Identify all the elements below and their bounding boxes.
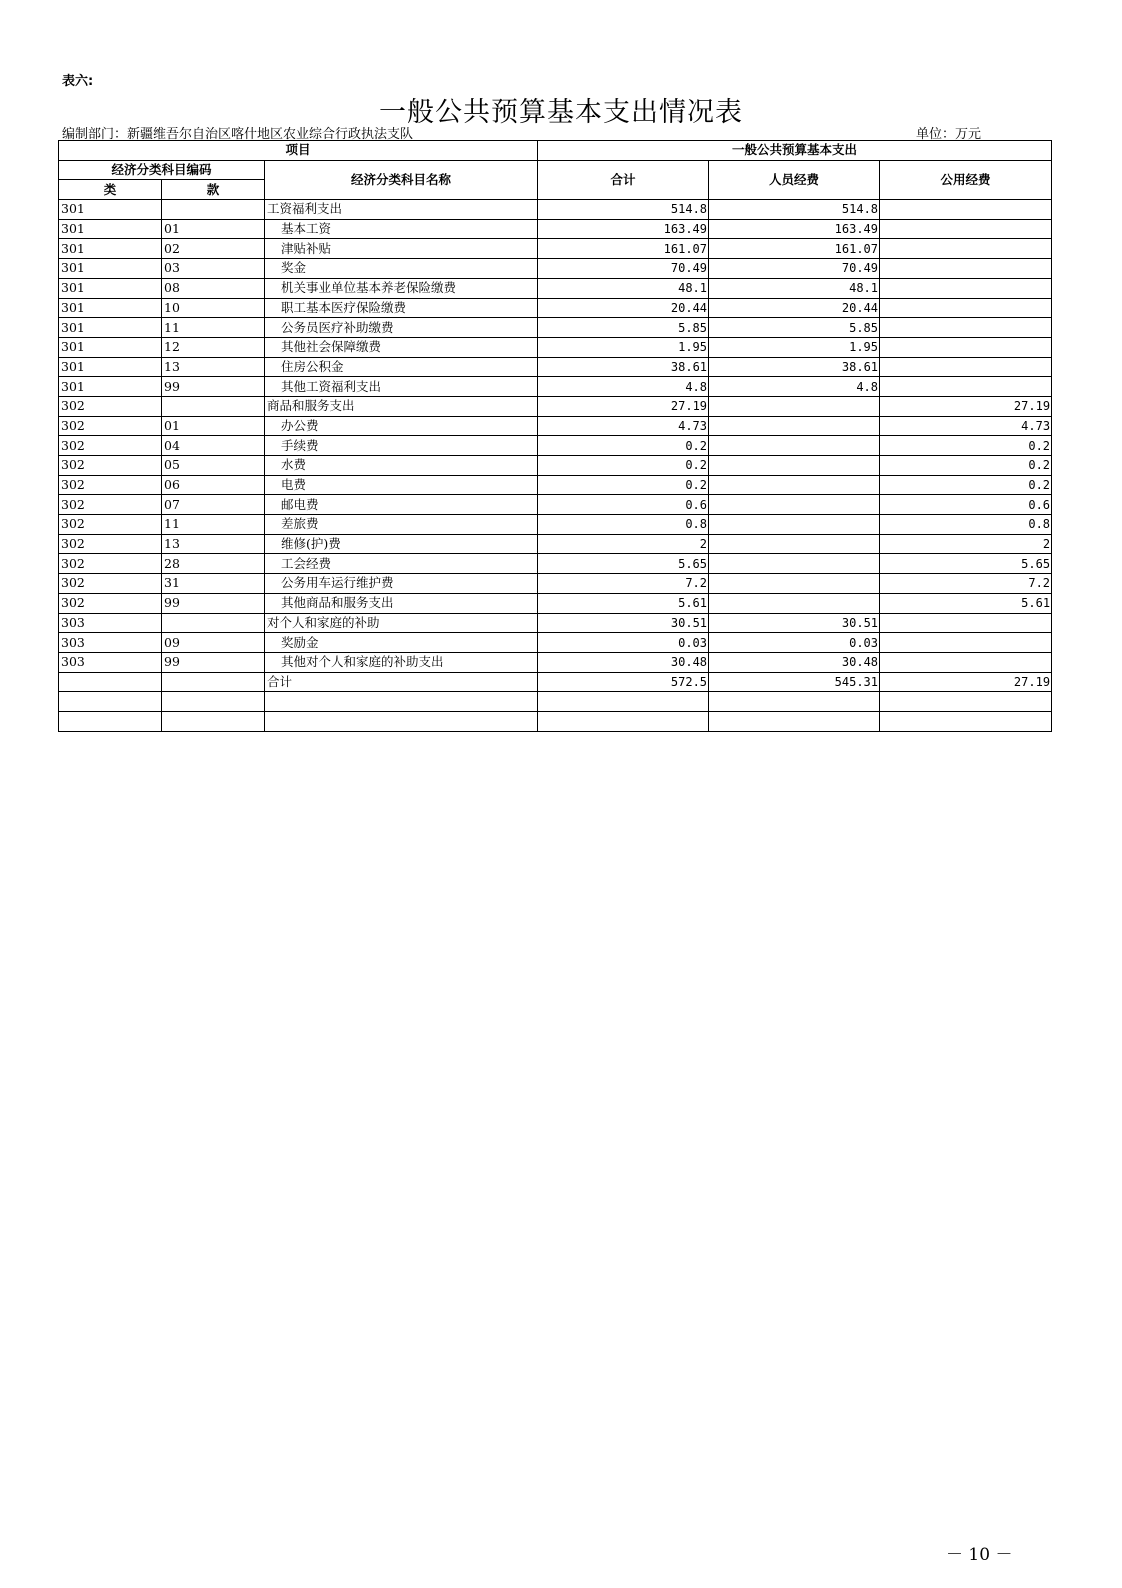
- cell-public: 27.19: [880, 672, 1052, 692]
- table-row: [59, 318, 1052, 338]
- cell-personnel: 20.44: [709, 298, 880, 318]
- cell-kuan: 11: [162, 515, 265, 535]
- cell-lei: 303: [59, 633, 162, 653]
- cell-lei: 301: [59, 239, 162, 259]
- cell-total: 572.5: [538, 672, 709, 692]
- cell-personnel: 38.61: [709, 357, 880, 377]
- cell-kuan: 99: [162, 377, 265, 397]
- cell-public: [880, 337, 1052, 357]
- table-row: [59, 416, 1052, 436]
- cell-name: 其他社会保障缴费: [265, 337, 538, 357]
- cell-public: [880, 200, 1052, 220]
- cell-total: 30.48: [538, 652, 709, 672]
- cell-name: 奖励金: [265, 633, 538, 653]
- cell-total: 5.65: [538, 554, 709, 574]
- cell-name: 基本工资: [265, 219, 538, 239]
- cell-public: [880, 613, 1052, 633]
- cell-total: 514.8: [538, 200, 709, 220]
- cell-name: 其他工资福利支出: [265, 377, 538, 397]
- cell-personnel: 545.31: [709, 672, 880, 692]
- cell-name: 差旅费: [265, 515, 538, 535]
- cell-kuan: [162, 396, 265, 416]
- cell-kuan: 11: [162, 318, 265, 338]
- table-row: [59, 278, 1052, 298]
- cell-personnel: 1.95: [709, 337, 880, 357]
- cell-lei: 301: [59, 259, 162, 279]
- cell-public: [880, 318, 1052, 338]
- cell-personnel: 161.07: [709, 239, 880, 259]
- cell-personnel: [709, 692, 880, 712]
- cell-public: 0.2: [880, 456, 1052, 476]
- cell-total: 0.2: [538, 456, 709, 476]
- table-row: [59, 574, 1052, 594]
- cell-lei: 302: [59, 515, 162, 535]
- header-project: 项目: [59, 141, 538, 161]
- department-label: 编制部门：新疆维吾尔自治区喀什地区农业综合行政执法支队: [62, 127, 414, 142]
- cell-lei: 301: [59, 200, 162, 220]
- header-kuan: 款: [162, 180, 265, 200]
- cell-total: 5.85: [538, 318, 709, 338]
- cell-name: 津贴补贴: [265, 239, 538, 259]
- cell-total: 0.8: [538, 515, 709, 535]
- cell-name: [265, 692, 538, 712]
- header-lei: 类: [59, 180, 162, 200]
- table-row: [59, 436, 1052, 456]
- table-row: [59, 711, 1052, 731]
- cell-personnel: 30.51: [709, 613, 880, 633]
- cell-total: 4.73: [538, 416, 709, 436]
- cell-personnel: [709, 554, 880, 574]
- cell-lei: 301: [59, 219, 162, 239]
- cell-public: [880, 219, 1052, 239]
- table-row: [59, 396, 1052, 416]
- cell-public: [880, 239, 1052, 259]
- cell-name: 邮电费: [265, 495, 538, 515]
- cell-total: 2: [538, 534, 709, 554]
- cell-kuan: 01: [162, 416, 265, 436]
- table-row: [59, 200, 1052, 220]
- expenditure-table: [58, 140, 1052, 732]
- cell-name: 公务员医疗补助缴费: [265, 318, 538, 338]
- cell-personnel: 30.48: [709, 652, 880, 672]
- cell-personnel: [709, 534, 880, 554]
- table-row: [59, 377, 1052, 397]
- cell-personnel: [709, 456, 880, 476]
- cell-total: 20.44: [538, 298, 709, 318]
- cell-public: [880, 357, 1052, 377]
- cell-personnel: [709, 711, 880, 731]
- table-row: [59, 672, 1052, 692]
- cell-personnel: 70.49: [709, 259, 880, 279]
- cell-public: 0.2: [880, 475, 1052, 495]
- cell-public: 5.65: [880, 554, 1052, 574]
- cell-public: [880, 711, 1052, 731]
- cell-name: 合计: [265, 672, 538, 692]
- page-number: － 10 －: [946, 1545, 1013, 1565]
- table-row: [59, 337, 1052, 357]
- cell-name: [265, 711, 538, 731]
- cell-total: 1.95: [538, 337, 709, 357]
- cell-name: 机关事业单位基本养老保险缴费: [265, 278, 538, 298]
- cell-name: 对个人和家庭的补助: [265, 613, 538, 633]
- cell-public: 5.61: [880, 593, 1052, 613]
- cell-kuan: 06: [162, 475, 265, 495]
- cell-lei: 302: [59, 593, 162, 613]
- cell-total: 5.61: [538, 593, 709, 613]
- cell-public: 7.2: [880, 574, 1052, 594]
- table-row: [59, 456, 1052, 476]
- cell-kuan: 07: [162, 495, 265, 515]
- cell-kuan: 09: [162, 633, 265, 653]
- cell-kuan: 31: [162, 574, 265, 594]
- table-row: [59, 298, 1052, 318]
- header-row-1: [59, 141, 1052, 161]
- cell-kuan: [162, 613, 265, 633]
- cell-name: 工资福利支出: [265, 200, 538, 220]
- cell-lei: [59, 711, 162, 731]
- table-row: [59, 357, 1052, 377]
- cell-name: 住房公积金: [265, 357, 538, 377]
- table-row: [59, 259, 1052, 279]
- cell-lei: 302: [59, 456, 162, 476]
- cell-total: 0.2: [538, 475, 709, 495]
- cell-public: [880, 278, 1052, 298]
- cell-total: 70.49: [538, 259, 709, 279]
- cell-public: 0.8: [880, 515, 1052, 535]
- cell-kuan: 10: [162, 298, 265, 318]
- cell-lei: 302: [59, 416, 162, 436]
- cell-lei: 303: [59, 652, 162, 672]
- table-row: [59, 534, 1052, 554]
- cell-kuan: 01: [162, 219, 265, 239]
- cell-total: [538, 711, 709, 731]
- cell-public: [880, 633, 1052, 653]
- cell-kuan: 04: [162, 436, 265, 456]
- cell-personnel: 4.8: [709, 377, 880, 397]
- cell-public: [880, 692, 1052, 712]
- cell-kuan: [162, 711, 265, 731]
- cell-name: 水费: [265, 456, 538, 476]
- table-row: [59, 692, 1052, 712]
- cell-lei: [59, 672, 162, 692]
- table-row: [59, 652, 1052, 672]
- cell-personnel: 5.85: [709, 318, 880, 338]
- cell-lei: 302: [59, 436, 162, 456]
- cell-personnel: [709, 475, 880, 495]
- table-row: [59, 515, 1052, 535]
- cell-kuan: 13: [162, 357, 265, 377]
- cell-personnel: [709, 396, 880, 416]
- table-number-label: 表六:: [62, 74, 94, 89]
- table-row: [59, 613, 1052, 633]
- cell-name: 奖金: [265, 259, 538, 279]
- table-row: [59, 219, 1052, 239]
- cell-personnel: [709, 593, 880, 613]
- cell-lei: 302: [59, 554, 162, 574]
- cell-name: 其他商品和服务支出: [265, 593, 538, 613]
- cell-lei: [59, 692, 162, 712]
- header-code-group: 经济分类科目编码: [59, 160, 265, 180]
- cell-public: [880, 259, 1052, 279]
- cell-lei: 301: [59, 337, 162, 357]
- cell-kuan: 99: [162, 593, 265, 613]
- cell-personnel: 514.8: [709, 200, 880, 220]
- header-budget: 一般公共预算基本支出: [538, 141, 1052, 161]
- cell-public: 27.19: [880, 396, 1052, 416]
- cell-lei: 301: [59, 357, 162, 377]
- cell-public: [880, 377, 1052, 397]
- cell-kuan: [162, 200, 265, 220]
- cell-public: 4.73: [880, 416, 1052, 436]
- cell-kuan: 13: [162, 534, 265, 554]
- cell-name: 维修(护)费: [265, 534, 538, 554]
- cell-personnel: 48.1: [709, 278, 880, 298]
- cell-total: 0.6: [538, 495, 709, 515]
- cell-lei: 302: [59, 475, 162, 495]
- cell-kuan: 28: [162, 554, 265, 574]
- cell-total: 38.61: [538, 357, 709, 377]
- cell-total: 0.03: [538, 633, 709, 653]
- cell-total: 163.49: [538, 219, 709, 239]
- cell-kuan: 05: [162, 456, 265, 476]
- cell-kuan: 99: [162, 652, 265, 672]
- cell-kuan: 02: [162, 239, 265, 259]
- cell-lei: 303: [59, 613, 162, 633]
- cell-name: 电费: [265, 475, 538, 495]
- cell-public: 0.6: [880, 495, 1052, 515]
- cell-total: 30.51: [538, 613, 709, 633]
- cell-lei: 302: [59, 495, 162, 515]
- cell-lei: 302: [59, 534, 162, 554]
- cell-total: 4.8: [538, 377, 709, 397]
- cell-personnel: 163.49: [709, 219, 880, 239]
- cell-total: 7.2: [538, 574, 709, 594]
- header-public: 公用经费: [880, 160, 1052, 199]
- cell-kuan: [162, 672, 265, 692]
- table-row: [59, 554, 1052, 574]
- cell-personnel: [709, 515, 880, 535]
- header-total: 合计: [538, 160, 709, 199]
- cell-name: 职工基本医疗保险缴费: [265, 298, 538, 318]
- cell-personnel: [709, 416, 880, 436]
- table-row: [59, 239, 1052, 259]
- cell-personnel: [709, 574, 880, 594]
- cell-kuan: 08: [162, 278, 265, 298]
- cell-lei: 302: [59, 574, 162, 594]
- cell-kuan: 12: [162, 337, 265, 357]
- cell-total: 48.1: [538, 278, 709, 298]
- table-row: [59, 633, 1052, 653]
- table-row: [59, 593, 1052, 613]
- table-body: [59, 200, 1052, 732]
- cell-name: 工会经费: [265, 554, 538, 574]
- table-row: [59, 495, 1052, 515]
- cell-lei: 301: [59, 278, 162, 298]
- cell-lei: 301: [59, 298, 162, 318]
- page-title: 一般公共预算基本支出情况表: [379, 97, 743, 128]
- header-personnel: 人员经费: [709, 160, 880, 199]
- cell-name: 其他对个人和家庭的补助支出: [265, 652, 538, 672]
- cell-public: 0.2: [880, 436, 1052, 456]
- cell-name: 手续费: [265, 436, 538, 456]
- cell-kuan: [162, 692, 265, 712]
- cell-name: 办公费: [265, 416, 538, 436]
- table-row: [59, 475, 1052, 495]
- cell-lei: 301: [59, 318, 162, 338]
- cell-public: [880, 298, 1052, 318]
- cell-total: 27.19: [538, 396, 709, 416]
- cell-personnel: [709, 436, 880, 456]
- cell-kuan: 03: [162, 259, 265, 279]
- cell-personnel: 0.03: [709, 633, 880, 653]
- header-name: 经济分类科目名称: [265, 160, 538, 199]
- header-row-2: [59, 160, 1052, 180]
- cell-total: [538, 692, 709, 712]
- cell-personnel: [709, 495, 880, 515]
- cell-total: 0.2: [538, 436, 709, 456]
- cell-total: 161.07: [538, 239, 709, 259]
- cell-lei: 301: [59, 377, 162, 397]
- cell-name: 公务用车运行维护费: [265, 574, 538, 594]
- cell-public: [880, 652, 1052, 672]
- unit-label: 单位：万元: [916, 127, 982, 142]
- cell-name: 商品和服务支出: [265, 396, 538, 416]
- cell-public: 2: [880, 534, 1052, 554]
- cell-lei: 302: [59, 396, 162, 416]
